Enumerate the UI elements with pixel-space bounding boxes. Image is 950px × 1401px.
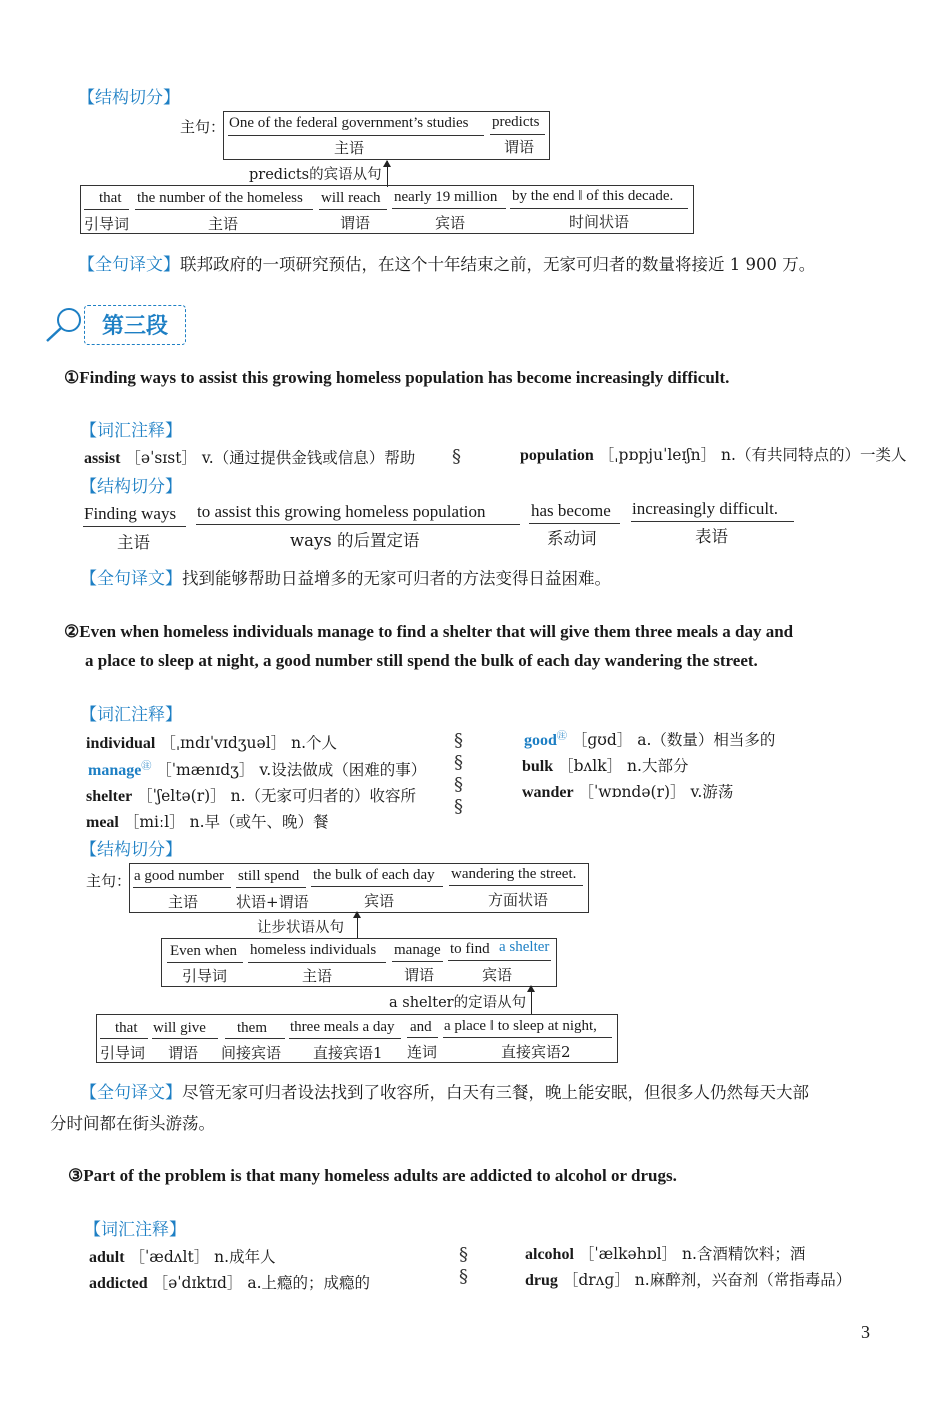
clause-word: will give (153, 1020, 206, 1036)
attributive-clause-box (96, 1014, 618, 1063)
clause-role: 谓语 (404, 966, 435, 984)
main-clause-box (129, 863, 589, 913)
main-clause-label: 主句： (180, 118, 226, 136)
clause-word: Even when (170, 943, 238, 959)
sentence-2-line-1: ②Even when homeless individuals manage to find a shelter that will give them three meals a day and (64, 622, 794, 641)
main-subject: One of the federal government’s studies (229, 115, 469, 131)
clause-role: 谓语 (168, 1044, 199, 1062)
translation-tag: 【全句译文】 (80, 569, 182, 589)
clause-word: will reach (321, 190, 381, 206)
paragraph-heading: 第三段 (101, 314, 168, 339)
vocab-item: good㊟ ［ɡʊd］ a.（数量）相当多的 (524, 731, 776, 750)
clause-role: 主语 (208, 215, 239, 233)
vocab-item: population ［ˌpɒpjuˈleɪʃn］ n.（有共同特点的）一类人 (520, 446, 907, 464)
part-role: ways 的后置定语 (290, 531, 420, 550)
translation-row (80, 1078, 809, 1103)
struct-tag: 【结构切分】 (78, 88, 180, 108)
vocab-item: addicted ［əˈdɪktɪd］ a.上瘾的；成瘾的 (89, 1274, 371, 1292)
part-role: 主语 (117, 533, 150, 552)
main-word: the bulk of each day (313, 867, 435, 883)
vocab-item: alcohol ［ˈælkəhɒl］ n.含酒精饮料；酒 (525, 1245, 806, 1263)
main-predicate: predicts (492, 114, 540, 130)
part: increasingly difficult. (632, 499, 779, 518)
clause-word: a place ‖ to sleep at night, (444, 1018, 597, 1034)
main-subject-role: 主语 (334, 139, 365, 157)
vocab-item: individual ［ˌɪndɪˈvɪdʒuəl］ n.个人 (86, 734, 338, 752)
vocab-item: manage㊟ ［ˈmænɪdʒ］ v.设法做成（困难的事） (88, 761, 427, 780)
clause-word: the number of the homeless (137, 190, 303, 206)
clause-role: 宾语 (482, 966, 513, 984)
vocab-item: wander ［ˈwɒndə(r)］ v.游荡 (522, 783, 734, 801)
translation-tag: 【全句译文】 (80, 1083, 182, 1103)
object-clause-box (80, 185, 694, 234)
clause-word: manage (394, 942, 441, 958)
clause-role: 时间状语 (569, 213, 630, 231)
clause-note: 让步状语从句 (257, 920, 344, 936)
clause-role: 连词 (407, 1043, 438, 1061)
struct-tag: 【结构切分】 (80, 477, 182, 497)
vocab-item: shelter ［ˈʃeltə(r)］ n.（无家可归者的）收容所 (86, 787, 417, 805)
page-number: 3 (861, 1322, 870, 1342)
sentence-3: ③Part of the problem is that many homeless adults are addicted to alcohol or drugs. (68, 1166, 677, 1185)
part: has become (531, 501, 611, 520)
main-role: 宾语 (364, 892, 395, 910)
clause-role: 引导词 (182, 967, 228, 985)
translation-text: 联邦政府的一项研究预估，在这个十年结束之前，无家可归者的数量将接近 1 900 万。 (180, 255, 816, 274)
part: to assist this growing homeless population (197, 502, 486, 521)
clause-word: homeless individuals (250, 942, 377, 958)
clause-word: that (115, 1020, 138, 1036)
main-word: wandering the street. (451, 866, 577, 882)
separator-icon: § (452, 446, 461, 467)
vocab-tag: 【词汇注释】 (84, 1220, 186, 1240)
main-clause-label: 主句： (86, 872, 132, 890)
main-clause-box (223, 111, 550, 160)
separator-icon: § § (459, 1244, 468, 1287)
translation-row (78, 250, 815, 275)
vocab-item: meal ［miːl］ n.早（或午、晚）餐 (86, 813, 329, 831)
clause-note: a shelter的定语从句 (389, 995, 527, 1011)
separator-icon: § § § § (454, 730, 463, 817)
vocab-tag: 【词汇注释】 (80, 705, 182, 725)
translation-text-cont: 分时间都在街头游荡。 (50, 1114, 215, 1133)
part: Finding ways (84, 504, 177, 523)
clause-word: that (99, 190, 122, 206)
part-role: 系动词 (547, 529, 597, 548)
translation-text: 尽管无家可归者设法找到了收容所，白天有三餐，晚上能安眠，但很多人仍然每天大部 (182, 1083, 809, 1102)
translation-row (80, 564, 611, 589)
main-role: 主语 (168, 893, 199, 911)
clause-role: 间接宾语 (221, 1044, 282, 1062)
vocab-item: drug ［drʌɡ］ n.麻醉剂，兴奋剂（常指毒品） (525, 1271, 852, 1289)
vocab-item: adult ［ˈædʌlt］ n.成年人 (89, 1248, 276, 1266)
main-role: 状语+谓语 (236, 893, 309, 911)
struct-tag: 【结构切分】 (80, 840, 182, 860)
shelter-word: a shelter (499, 939, 550, 955)
main-role: 方面状语 (488, 891, 549, 909)
clause-word: them (237, 1020, 267, 1036)
vocab-tag: 【词汇注释】 (80, 421, 182, 441)
clause-note: predicts的宾语从句 (249, 167, 382, 183)
clause-role: 主语 (302, 967, 333, 985)
main-word: still spend (238, 868, 300, 884)
translation-text: 找到能够帮助日益增多的无家可归者的方法变得日益困难。 (182, 569, 611, 588)
translation-tag: 【全句译文】 (78, 255, 180, 275)
part-role: 表语 (695, 527, 728, 546)
clause-role: 引导词 (100, 1044, 146, 1062)
adverbial-clause-box (161, 938, 557, 987)
main-word: a good number (134, 868, 224, 884)
sentence-2-line-2: a place to sleep at night, a good number still spend the bulk of each day wandering the street. (85, 651, 758, 670)
clause-word: three meals a day (290, 1019, 395, 1035)
vocab-item: bulk ［bʌlk］ n.大部分 (522, 757, 689, 775)
paragraph-heading-box (84, 305, 186, 345)
magnifier-icon (44, 304, 88, 344)
sentence-1: ①Finding ways to assist this growing homeless population has become increasingly difficult. (64, 368, 730, 387)
clause-role: 谓语 (340, 214, 371, 232)
clause-word: and (410, 1019, 432, 1035)
clause-role: 直接宾语1 (313, 1044, 383, 1062)
clause-word: to find (450, 941, 490, 957)
clause-word: by the end ‖ of this decade. (512, 188, 674, 204)
main-predicate-role: 谓语 (504, 138, 535, 156)
clause-role: 直接宾语2 (501, 1043, 571, 1061)
vocab-item: assist ［əˈsɪst］ v.（通过提供金钱或信息）帮助 (84, 449, 416, 467)
clause-role: 宾语 (435, 214, 466, 232)
clause-role: 引导词 (84, 215, 130, 233)
clause-word: nearly 19 million (394, 189, 498, 205)
